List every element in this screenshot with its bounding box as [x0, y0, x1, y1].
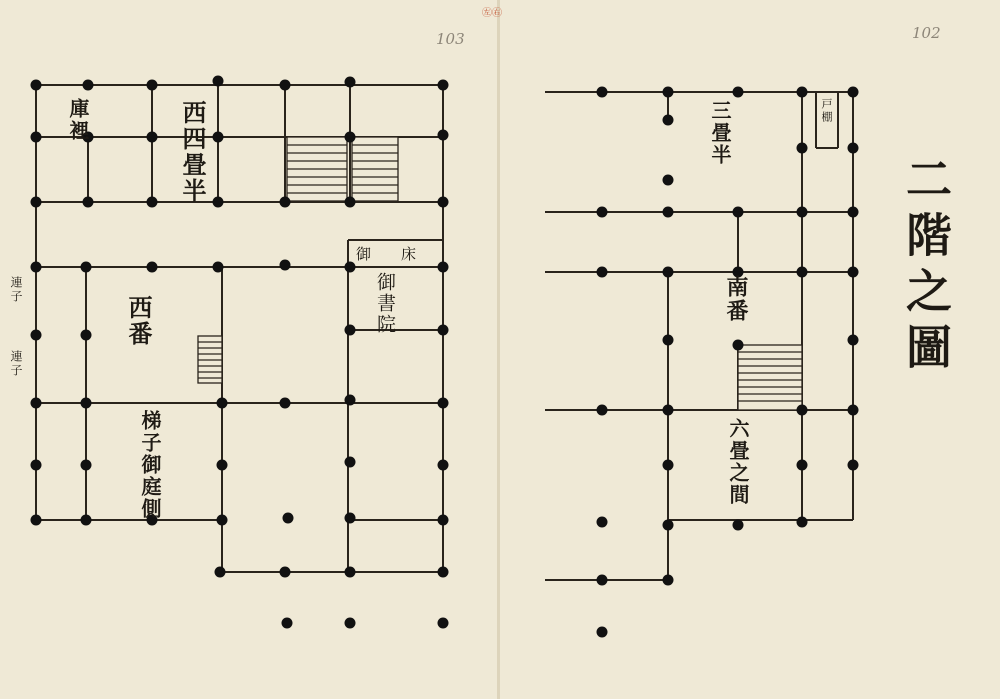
room-label-gotoko: 御書院	[374, 272, 396, 335]
red-stamp: ㊧㊨	[482, 8, 502, 19]
room-label-nishi-yojoma: 西四畳半	[178, 100, 207, 204]
room-label-rokuji-goteibu: 梯子御庭側	[138, 410, 162, 520]
pillar-markers	[31, 76, 859, 638]
edge-note-renji-lower: 連子	[9, 350, 23, 378]
staircases	[198, 137, 802, 410]
closet-label: 戸棚	[820, 98, 833, 124]
page-number-right: 102	[912, 24, 941, 42]
room-label-rokujo-ma: 六畳之間	[726, 418, 750, 506]
room-label-kura: 庫裡	[66, 98, 90, 142]
room-label-nishi-ban: 西番	[124, 295, 153, 347]
alcove-label: 御床	[356, 245, 447, 263]
room-label-sanjo-ma: 三畳半	[708, 100, 732, 166]
edge-note-renji: 連子	[9, 276, 23, 304]
page-number-left: 103	[436, 30, 465, 48]
document-title: 二階之圖	[899, 155, 953, 379]
room-label-minami-ban: 南番	[723, 275, 749, 323]
